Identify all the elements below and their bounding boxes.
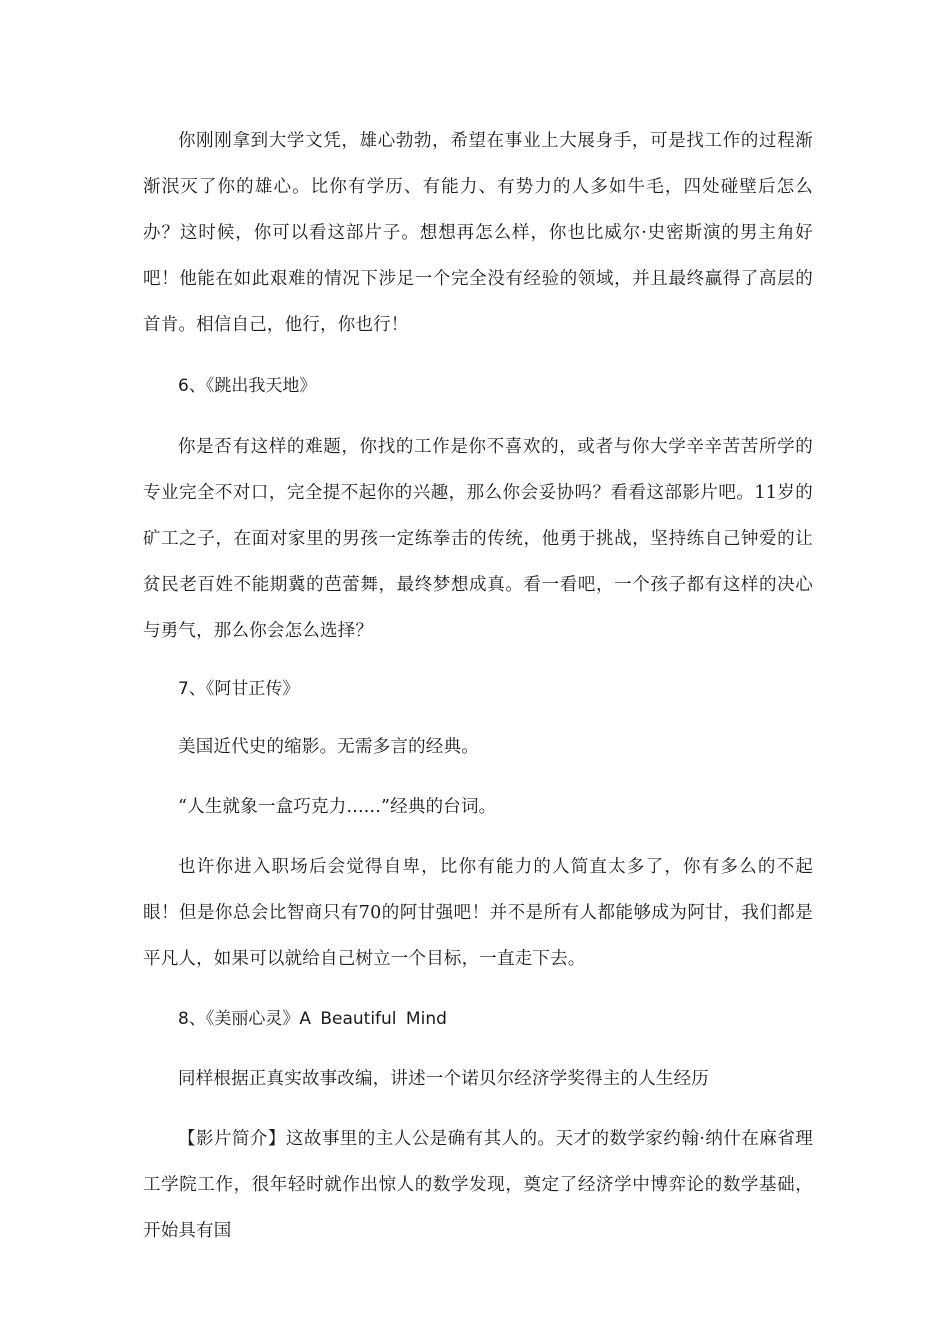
paragraph-forrest-gump-intro: 美国近代史的缩影。无需多言的经典。 [178, 737, 479, 757]
paragraph-forrest-gump-body: 也许你进入职场后会觉得自卑，比你有能力的人简直太多了，你有多么的不起眼！但是你总会比智商只有70的阿甘强吧！并不是所有人都能够成为阿甘，我们都是平凡人，如果可以就给自己树立一个目标，一直走下去。 [143, 857, 813, 969]
paragraph-beautiful-mind-intro: 同样根据正真实故事改编，讲述一个诺贝尔经济学奖得主的人生经历 [178, 1069, 709, 1089]
heading-movie-6: 6、《跳出我天地》 [178, 376, 317, 396]
paragraph-billy-elliot: 你是否有这样的难题，你找的工作是你不喜欢的，或者与你大学辛辛苦苦所学的专业完全不对口，完全提不起你的兴趣，那么你会妥协吗？看看这部影片吧。11岁的矿工之子，在面对家里的男孩一定练拳击的传统，他勇于挑战，坚持练自己钟爱的让贫民老百姓不能期冀的芭蕾舞，最终梦想成真。看一看吧，一个孩子都有这样的决心与勇气，那么你会怎么选择？ [143, 437, 813, 641]
paragraph-beautiful-mind-synopsis: 【影片简介】这故事里的主人公是确有其人的。天才的数学家约翰·纳什在麻省理工学院工作，很年轻时就作出惊人的数学发现，奠定了经济学中博弈论的数学基础，开始具有国 [143, 1129, 813, 1241]
heading-movie-8: 8、《美丽心灵》A Beautiful Mind [178, 1009, 447, 1029]
document-body [143, 118, 813, 1254]
paragraph-forrest-gump-quote: “人生就象一盒巧克力......”经典的台词。 [178, 797, 497, 817]
heading-movie-7: 7、《阿甘正传》 [178, 679, 300, 699]
paragraph-job-hunting: 你刚刚拿到大学文凭，雄心勃勃，希望在事业上大展身手，可是找工作的过程渐渐泯灭了你的雄心。比你有学历、有能力、有势力的人多如牛毛，四处碰壁后怎么办？这时候，你可以看这部片子。想想再怎么样，你也比威尔·史密斯演的男主角好吧！他能在如此艰难的情况下涉足一个完全没有经验的领域，并且最终赢得了高层的首肯。相信自己，他行，你也行！ [143, 131, 813, 335]
